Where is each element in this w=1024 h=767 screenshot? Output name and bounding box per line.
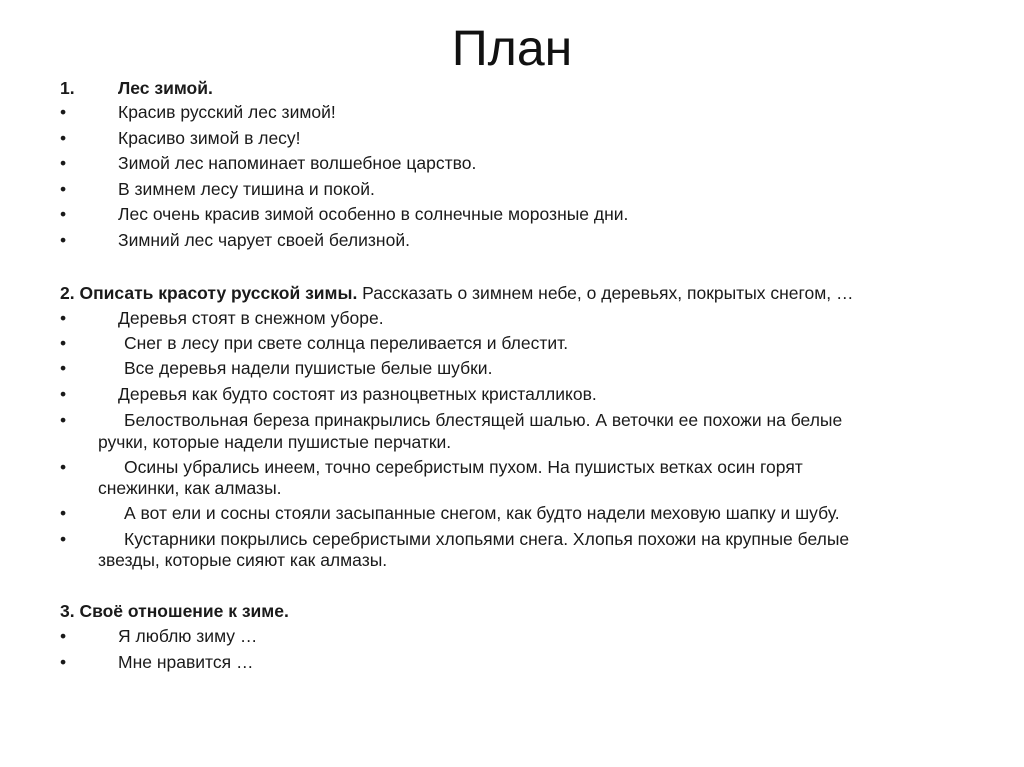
bullet-icon: • [60, 308, 67, 328]
bullet-icon: • [60, 652, 67, 672]
section2-item-continued: снежинки, как алмазы. [98, 478, 282, 498]
section1-item: Красиво зимой в лесу! [118, 128, 301, 148]
section1-number: 1. [60, 78, 75, 98]
section2-item-continued: звезды, которые сияют как алмазы. [98, 550, 388, 570]
bullet-icon: • [60, 384, 67, 404]
section1-item: Красив русский лес зимой! [118, 102, 336, 122]
bullet-icon: • [60, 153, 67, 173]
section2-item: Деревья стоят в снежном уборе. [118, 308, 384, 328]
section2-header-line [60, 282, 854, 304]
bullet-icon: • [60, 204, 67, 224]
bullet-icon: • [60, 333, 67, 353]
section2-item: Белоствольная береза принакрылись блестящей шалью. А веточки ее похожи на белые [124, 410, 843, 430]
section3-item: Я люблю зиму … [118, 626, 258, 646]
bullet-icon: • [60, 529, 67, 549]
bullet-icon: • [60, 102, 67, 122]
bullet-icon: • [60, 358, 67, 378]
section2-item-continued: ручки, которые надели пушистые перчатки. [98, 432, 452, 452]
bullet-icon: • [60, 626, 67, 646]
section1-item: В зимнем лесу тишина и покой. [118, 179, 375, 199]
bullet-icon: • [60, 457, 67, 477]
section2-item: Кустарники покрылись серебристыми хлопьями снега. Хлопья похожи на крупные белые [124, 529, 850, 549]
section3-item: Мне нравится … [118, 652, 254, 672]
bullet-icon: • [60, 230, 67, 250]
section2-item: Осины убрались инеем, точно серебристым пухом. На пушистых ветках осин горят [124, 457, 803, 477]
section1-item: Зимой лес напоминает волшебное царство. [118, 153, 477, 173]
section1-item: Лес очень красив зимой особенно в солнечные морозные дни. [118, 204, 629, 224]
section2-item: Деревья как будто состоят из разноцветных кристалликов. [118, 384, 597, 404]
section2-heading: 2. Описать красоту русской зимы. [60, 283, 358, 303]
section2-item: Все деревья надели пушистые белые шубки. [124, 358, 493, 378]
section2-item: Снег в лесу при свете солнца переливается и блестит. [124, 333, 569, 353]
bullet-icon: • [60, 503, 67, 523]
bullet-icon: • [60, 410, 67, 430]
section1-item: Зимний лес чарует своей белизной. [118, 230, 410, 250]
section1-heading: Лес зимой. [118, 78, 213, 98]
section2-item: А вот ели и сосны стояли засыпанные снегом, как будто надели меховую шапку и шубу. [124, 503, 840, 523]
bullet-icon: • [60, 128, 67, 148]
page-title: План [451, 20, 573, 76]
bullet-icon: • [60, 179, 67, 199]
section3-heading: 3. Своё отношение к зиме. [60, 601, 289, 621]
section2-intro: Рассказать о зимнем небе, о деревьях, покрытых снегом, … [357, 283, 854, 303]
